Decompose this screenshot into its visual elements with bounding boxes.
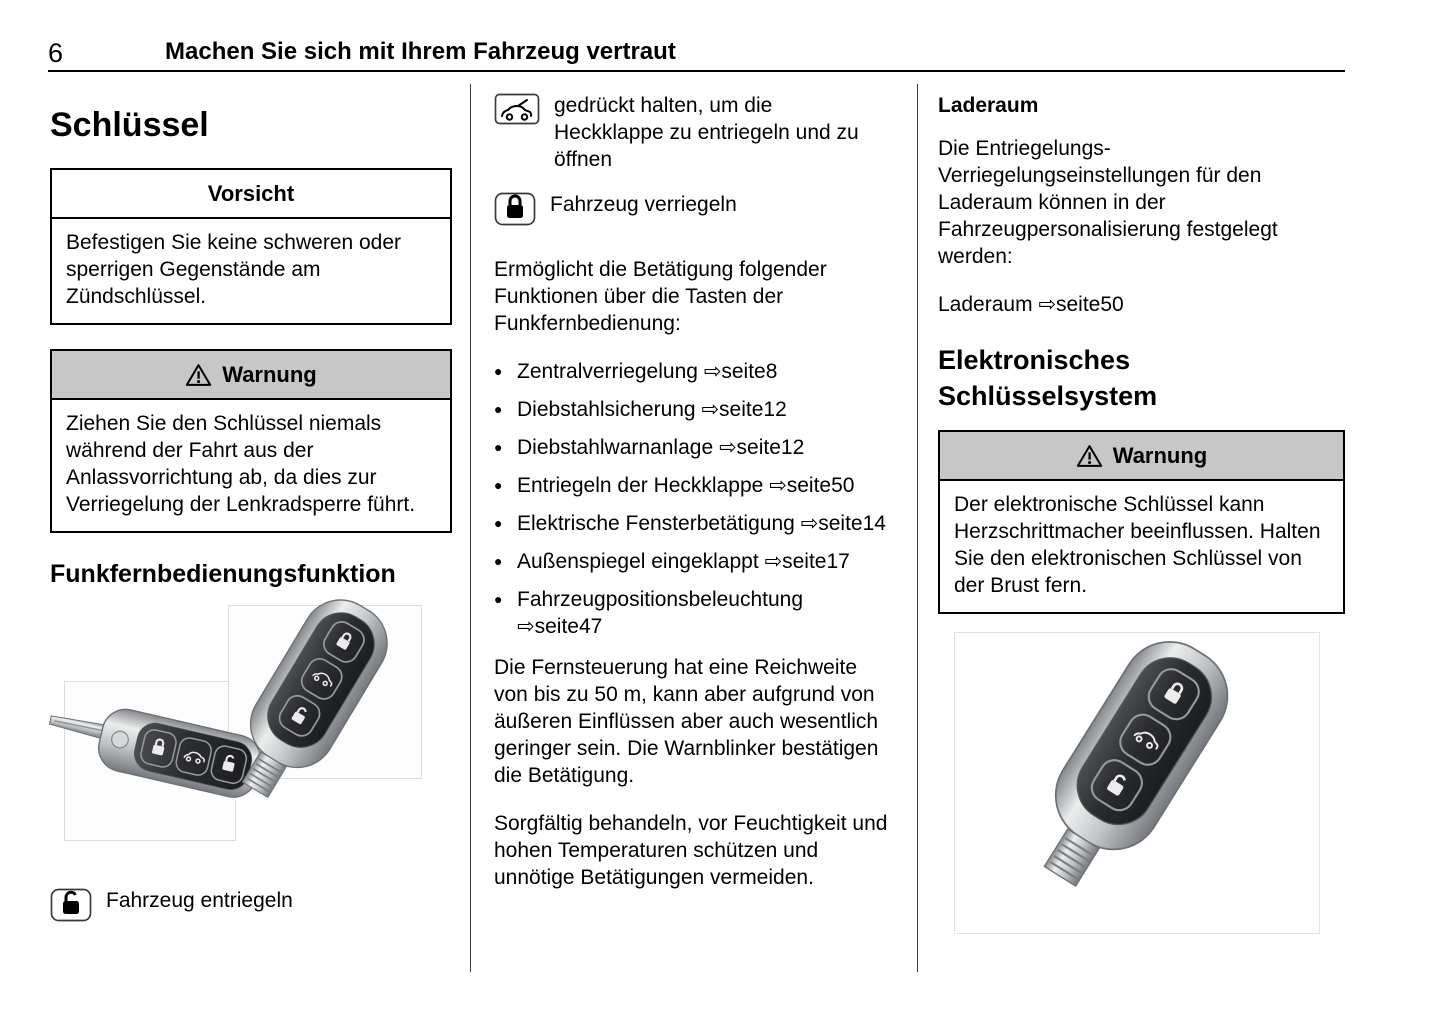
function-item: ● Diebstahlwarnanlage ⇨seite12 [494, 434, 890, 461]
electronic-key-heading: Elektronisches Schlüsselsystem [938, 345, 1158, 411]
lock-label: Fahrzeug verriegeln [550, 193, 737, 216]
electronic-warning-box [938, 430, 1345, 614]
page-number: 6 [48, 38, 64, 68]
function-list [494, 358, 890, 640]
cargo-ref: Laderaum ⇨seite50 [938, 293, 1124, 316]
subsection-heading-remote: Funkfernbedienungsfunktion [50, 560, 396, 588]
column-2 [494, 84, 890, 912]
cargo-heading: Laderaum [938, 94, 1039, 117]
electronic-warning-title: Warnung [1112, 443, 1208, 468]
smart-key-graphic-large [998, 632, 1259, 920]
warning-triangle-icon [185, 363, 212, 387]
column-3 [938, 84, 1345, 934]
function-item: ● Zentralverriegelung ⇨seite8 [494, 358, 890, 385]
caution-box [50, 168, 452, 325]
electronic-warning-header [940, 432, 1343, 481]
function-item: ● Fahrzeugpositionsbeleuchtung ⇨seite47 [494, 586, 890, 640]
functions-intro: Ermöglicht die Betätigung folgender Funktionen über die Tasten der Funkfernbedienung: [494, 258, 827, 335]
cargo-paragraph: Die Entriegelungs-Verriegelungseinstellungen für den Laderaum können in der Fahrzeugpersonalisierung festgelegt werden: [938, 137, 1278, 268]
closed-padlock-icon [494, 192, 536, 226]
warning-title: Warnung [222, 362, 317, 387]
care-paragraph: Sorgfältig behandeln, vor Feuchtigkeit und hohen Temperaturen schützen und unnötige Betätigungen vermeiden. [494, 812, 888, 889]
function-item: ● Elektrische Fensterbetätigung ⇨seite14 [494, 510, 890, 537]
warning-body: Ziehen Sie den Schlüssel niemals während der Fahrt aus der Anlassvorrichtung ab, da dies zur Verriegelung der Lenkradsperre führt. [66, 412, 416, 516]
column-1 [50, 84, 452, 922]
caution-title: Vorsicht [52, 170, 450, 219]
function-item: ● Außenspiegel eingeklappt ⇨seite17 [494, 548, 890, 575]
car-tailgate-icon [494, 93, 540, 125]
lock-row [494, 191, 890, 226]
tailgate-row [494, 92, 890, 173]
remote-keys-figure [50, 603, 452, 853]
electronic-warning-body: Der elektronische Schlüssel kann Herzschrittmacher beeinflussen. Halten Sie den elektronischen Schlüssel von der Brust fern. [954, 493, 1321, 597]
section-heading-schluessel: Schlüssel [50, 106, 209, 144]
column-divider-1 [470, 84, 471, 972]
function-item: ● Diebstahlsicherung ⇨seite12 [494, 396, 890, 423]
tailgate-label: gedrückt halten, um die Heckklappe zu entriegeln und zu öffnen [554, 94, 859, 171]
function-item: ● Entriegeln der Heckklappe ⇨seite50 [494, 472, 890, 499]
chapter-title: Machen Sie sich mit Ihrem Fahrzeug vertraut [165, 38, 676, 65]
electronic-key-figure [954, 632, 1320, 934]
warning-box-key [50, 349, 452, 533]
header-rule [48, 70, 1345, 72]
caution-body: Befestigen Sie keine schweren oder sperrigen Gegenstände am Zündschlüssel. [66, 231, 402, 308]
warning-box-key-header [52, 351, 450, 400]
range-paragraph: Die Fernsteuerung hat eine Reichweite von bis zu 50 m, kann aber aufgrund von äußeren Einflüssen aber auch wesentlich geringer sein. Die Warnblinker bestätigen die Betätigung. [494, 656, 879, 787]
warning-triangle-icon [1076, 444, 1103, 468]
unlock-row [50, 887, 452, 922]
unlock-label: Fahrzeug entriegeln [106, 889, 293, 912]
open-padlock-icon [50, 888, 92, 922]
column-divider-2 [917, 84, 918, 972]
